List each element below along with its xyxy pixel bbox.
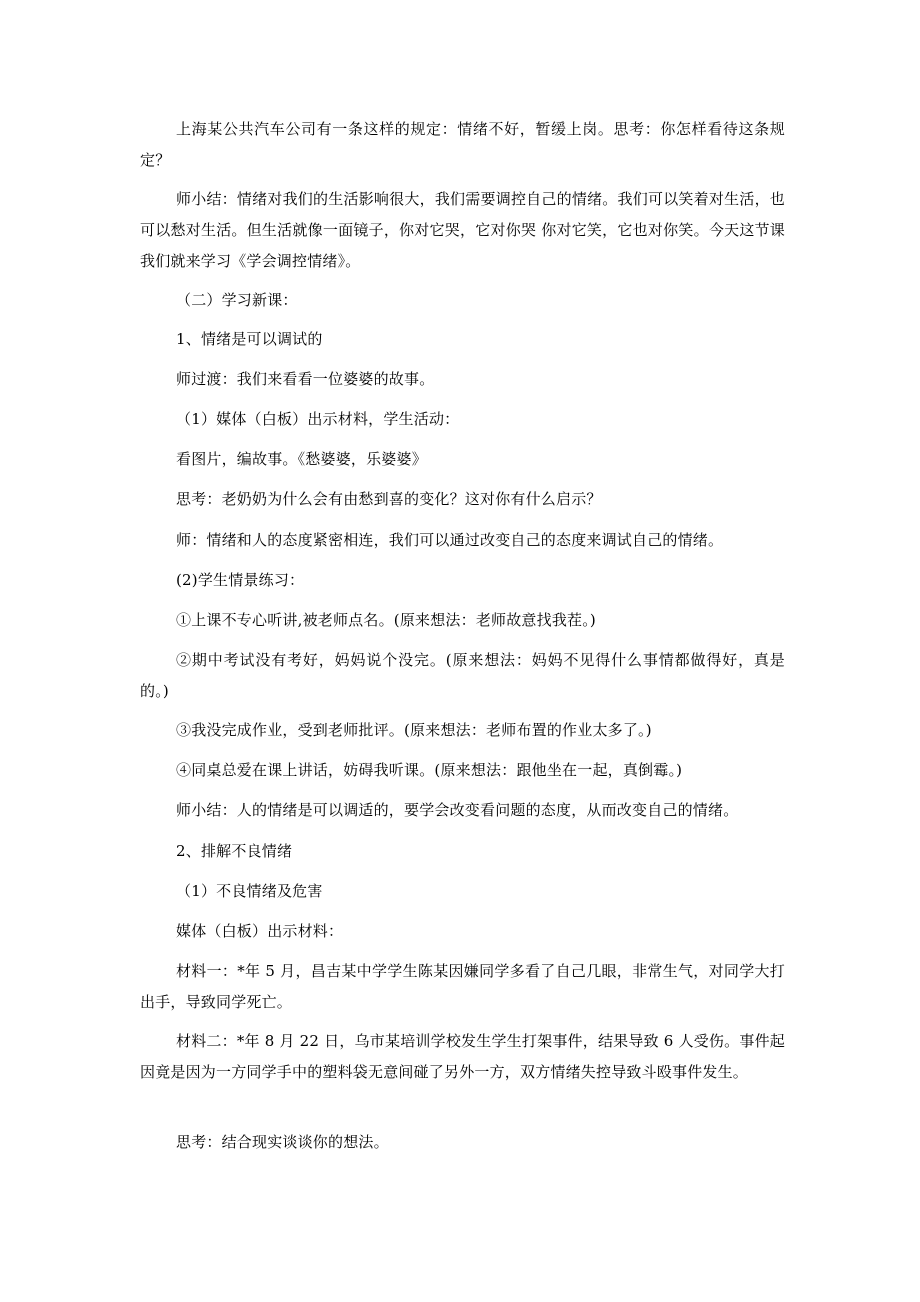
paragraph-teacher-summary-2: 师小结：人的情绪是可以调适的，要学会改变看问题的态度，从而改变自己的情绪。 — [176, 801, 739, 819]
scenario-item-3: ③我没完成作业，受到老师批评。(原来想法：老师布置的作业太多了。) — [176, 721, 652, 739]
paragraph-teacher-transition: 师过渡：我们来看看一位婆婆的故事。 — [176, 370, 435, 388]
paragraph-media-material-1: （1）媒体（白板）出示材料，学生活动： — [176, 410, 460, 428]
paragraph-think-reality: 思考：结合现实谈谈你的想法。 — [176, 1133, 389, 1151]
paragraph-teacher-attitude: 师：情绪和人的态度紧密相连，我们可以通过改变自己的态度来调试自己的情绪。 — [176, 531, 724, 549]
paragraph-bus-rule: 上海某公共汽车公司有一条这样的规定：情绪不好，暂缓上岗。思考：你怎样看待这条规定？ — [140, 120, 785, 169]
paragraph-material-one: 材料一：*年 5 月，昌吉某中学学生陈某因嫌同学多看了自己几眼，非常生气，对同学大打出手，导致同学死亡。 — [140, 962, 785, 1011]
scenario-item-2: ②期中考试没有考好，妈妈说个没完。(原来想法：妈妈不见得什么事情都做得好，真是的。) — [140, 651, 785, 700]
subheading-emotions-adjustable: 1、情绪是可以调试的 — [176, 330, 323, 348]
subheading-bad-emotions: （1）不良情绪及危害 — [176, 882, 323, 900]
paragraph-teacher-summary-1: 师小结：情绪对我们的生活影响很大，我们需要调控自己的情绪。我们可以笑着对生活，也可以愁对生活。但生活就像一面镜子，你对它哭，它对你哭 你对它笑，它也对你笑。今天这节课我们就来学习《学会调控情绪》。 — [140, 190, 785, 270]
paragraph-picture-story: 看图片，编故事。《愁婆婆，乐婆婆》 — [176, 450, 427, 468]
paragraph-material-two: 材料二：*年 8 月 22 日，乌市某培训学校发生学生打架事件，结果导致 6 人受伤。事件起因竟是因为一方同学手中的塑料袋无意间碰了另外一方，双方情绪失控导致斗殴事件发生。 — [140, 1032, 785, 1081]
scenario-item-1: ①上课不专心听讲,被老师点名。(原来想法：老师故意找我茬。) — [176, 611, 596, 629]
paragraph-think-grandma: 思考：老奶奶为什么会有由愁到喜的变化？这对你有什么启示？ — [176, 490, 602, 508]
paragraph-media-material-2: 媒体（白板）出示材料： — [176, 922, 344, 940]
scenario-item-4: ④同桌总爱在课上讲话，妨碍我听课。(原来想法：跟他坐在一起，真倒霉。) — [176, 761, 683, 779]
subheading-relieve-emotions: 2、排解不良情绪 — [176, 842, 293, 860]
subheading-scenario-practice: (2)学生情景练习： — [176, 571, 305, 589]
section-heading-new-lesson: （二）学习新课： — [176, 291, 298, 309]
